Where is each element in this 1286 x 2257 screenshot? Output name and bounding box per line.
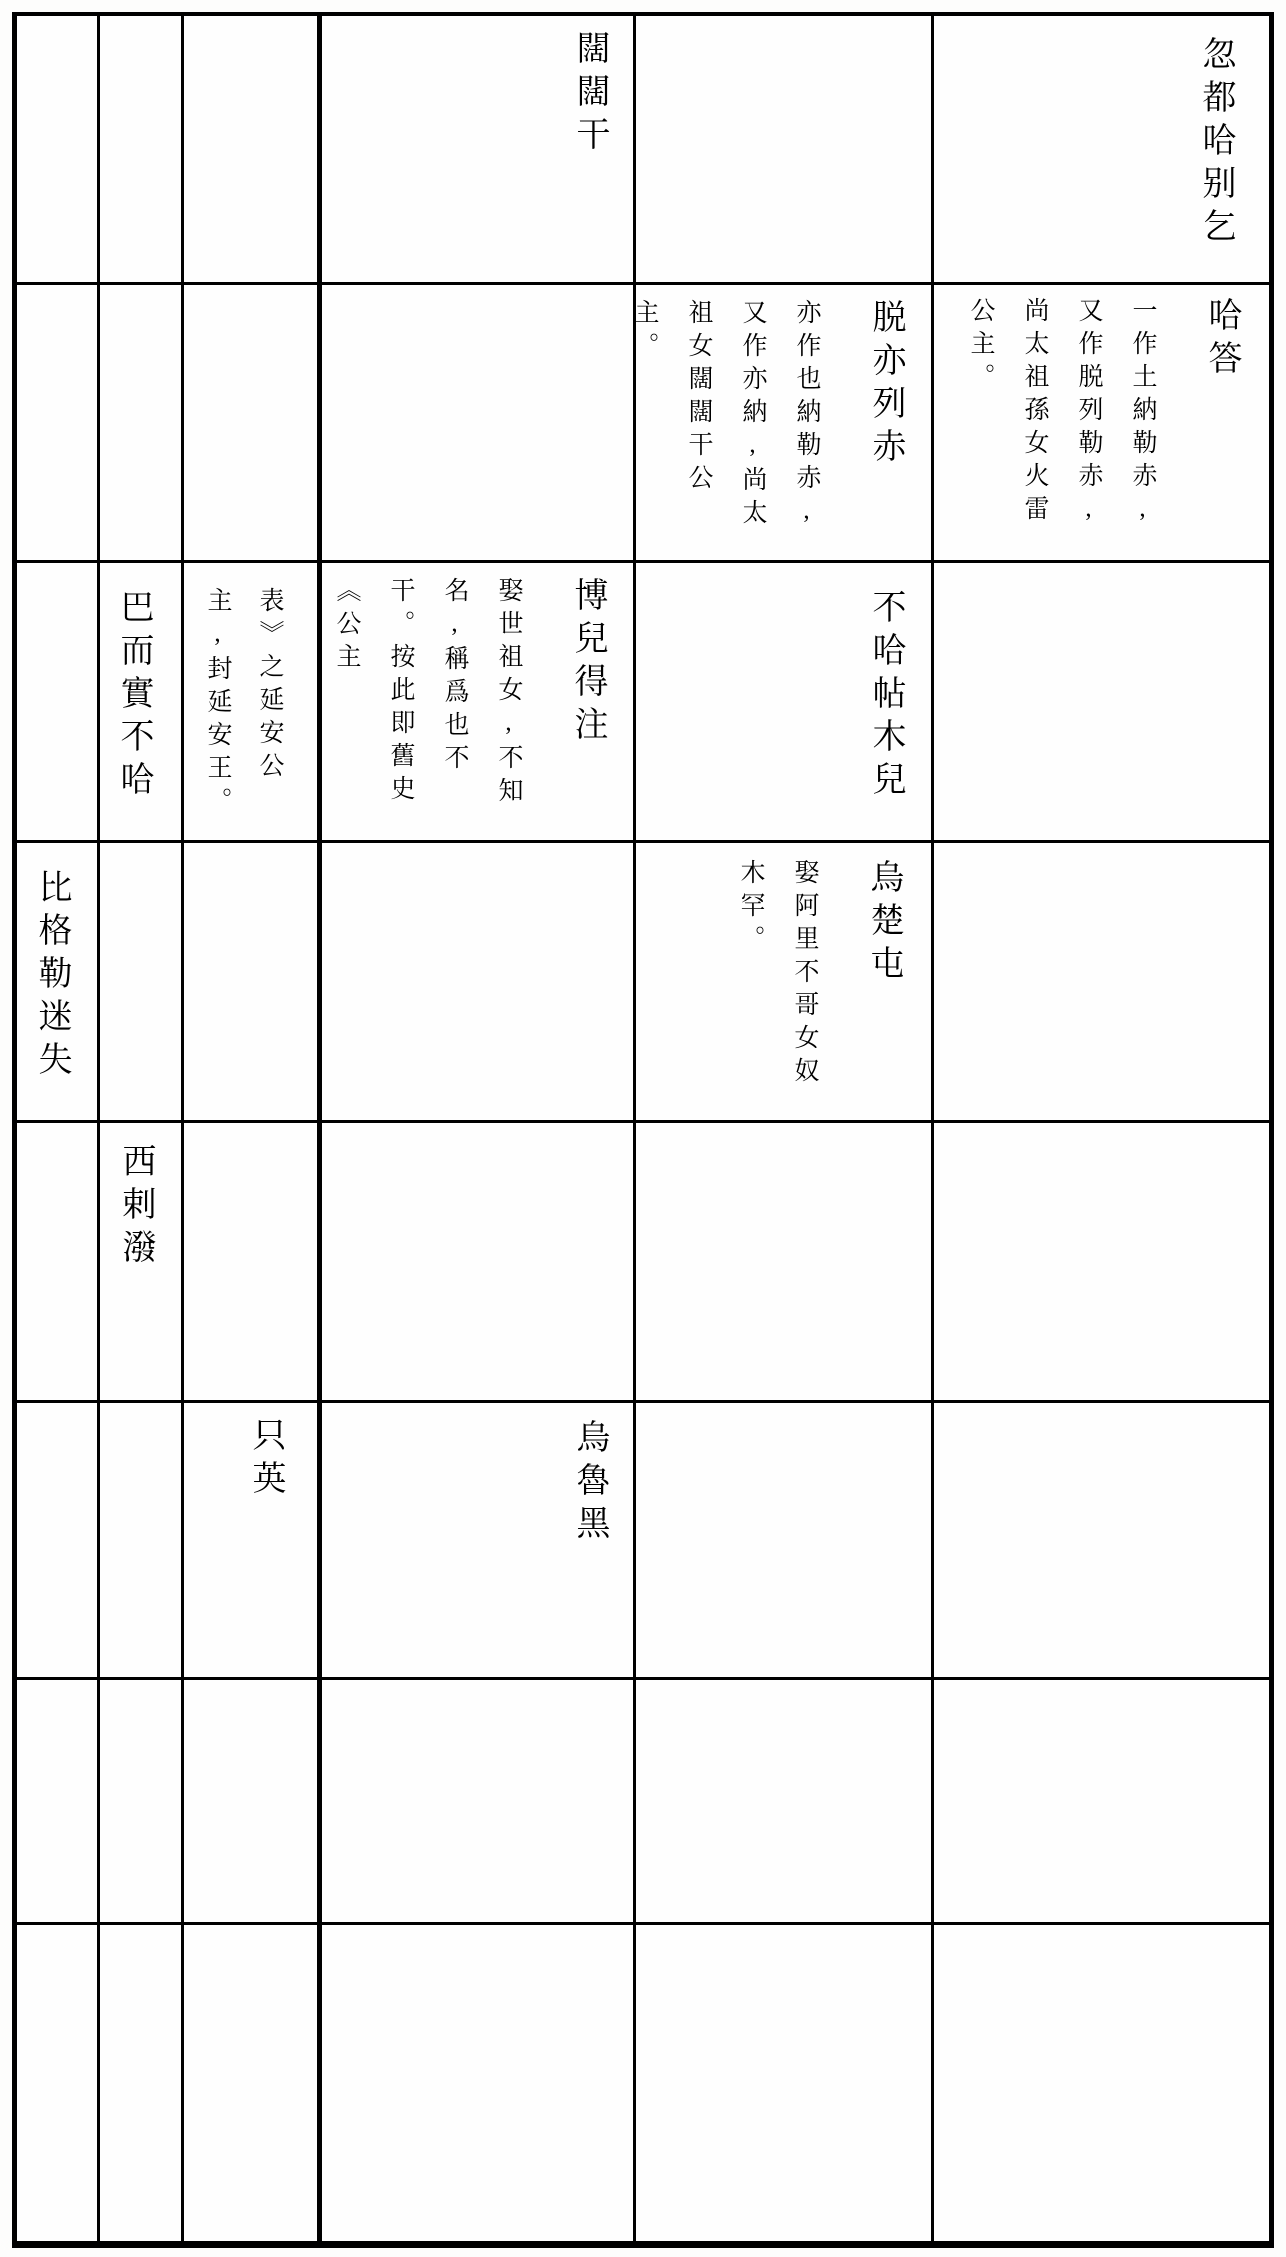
annotation-note: 亦作也納勒赤,又作亦納,尚太祖女闊闊干公主。 — [631, 299, 820, 532]
table-cell — [181, 840, 317, 1120]
person-name: 不哈帖木兒 — [867, 589, 904, 804]
table-cell — [633, 1120, 931, 1400]
table-cell — [931, 16, 1269, 282]
table-cell — [317, 1120, 633, 1400]
vertical-text-block — [1185, 16, 1269, 282]
vertical-text-block — [21, 843, 97, 1120]
table-cell — [931, 282, 1269, 560]
table-cell — [181, 1677, 317, 1922]
annotation-note: 表》之延安公主,封延安王。 — [204, 587, 283, 820]
table-cell — [317, 1922, 633, 2241]
vertical-text-block — [559, 16, 633, 282]
table-cell — [17, 282, 97, 560]
annotation-note: 娶世祖女,不知名,稱爲也不干。按此即舊史《公主 — [333, 577, 522, 810]
person-name: 忽都哈别乞 — [1197, 36, 1234, 251]
table-cell — [181, 560, 317, 840]
vertical-text-block — [103, 563, 181, 840]
table-cell — [633, 1922, 931, 2241]
vertical-text-block — [947, 285, 1269, 560]
table-cell — [931, 1677, 1269, 1922]
vertical-text-block — [185, 563, 317, 840]
table-cell — [97, 282, 181, 560]
table-cell — [97, 16, 181, 282]
table-cell — [17, 1922, 97, 2241]
person-name: 烏楚屯 — [865, 859, 902, 988]
vertical-text-block — [105, 1123, 181, 1400]
person-name: 脱亦列赤 — [867, 299, 904, 471]
table-cell — [97, 1400, 181, 1677]
table-cell — [931, 1120, 1269, 1400]
person-name: 烏魯黑 — [571, 1419, 608, 1548]
table-cell — [17, 16, 97, 282]
table-cell — [317, 16, 633, 282]
person-name: 博兒得注 — [569, 577, 606, 749]
vertical-text-block — [559, 1403, 633, 1677]
table-cell — [17, 560, 97, 840]
annotation-note: 一作土納勒赤,又作脱列勒赤,尚太祖孫女火雷公主。 — [967, 297, 1156, 530]
table-cell — [317, 560, 633, 840]
vertical-text-block — [235, 1403, 317, 1677]
table-cell — [633, 1677, 931, 1922]
person-name: 巴而實不哈 — [115, 589, 152, 804]
table-cell — [633, 1400, 931, 1677]
table-cell — [97, 1922, 181, 2241]
table-cell — [633, 560, 931, 840]
table-cell — [97, 1677, 181, 1922]
table-cell — [633, 282, 931, 560]
person-name: 哈答 — [1203, 297, 1240, 383]
person-name: 比格勒迷失 — [33, 869, 70, 1084]
table-cell — [317, 1400, 633, 1677]
person-name: 闊闊干 — [571, 30, 608, 159]
table-cell — [97, 1120, 181, 1400]
table-cell — [633, 16, 931, 282]
vertical-text-block — [313, 563, 633, 840]
table-cell — [181, 1120, 317, 1400]
annotation-note: 娶阿里不哥女奴木罕。 — [737, 859, 818, 1090]
table-cell — [931, 1400, 1269, 1677]
table-cell — [17, 1400, 97, 1677]
vertical-text-block — [611, 285, 931, 560]
table-cell — [317, 840, 633, 1120]
table-cell — [97, 560, 181, 840]
table-cell — [931, 840, 1269, 1120]
table-cell — [17, 1677, 97, 1922]
table-cell — [931, 560, 1269, 840]
table-cell — [181, 16, 317, 282]
table-cell — [181, 282, 317, 560]
genealogy-table — [12, 12, 1274, 2248]
table-cell — [17, 840, 97, 1120]
table-cell — [97, 840, 181, 1120]
person-name: 西剌潑 — [117, 1143, 154, 1272]
table-cell — [181, 1400, 317, 1677]
table-cell — [633, 840, 931, 1120]
table-cell — [317, 282, 633, 560]
table-cell — [317, 1677, 633, 1922]
vertical-text-block — [855, 563, 931, 840]
table-cell — [17, 1120, 97, 1400]
person-name: 只英 — [247, 1417, 284, 1503]
vertical-text-block — [717, 843, 931, 1120]
table-cell — [931, 1922, 1269, 2241]
table-cell — [181, 1922, 317, 2241]
